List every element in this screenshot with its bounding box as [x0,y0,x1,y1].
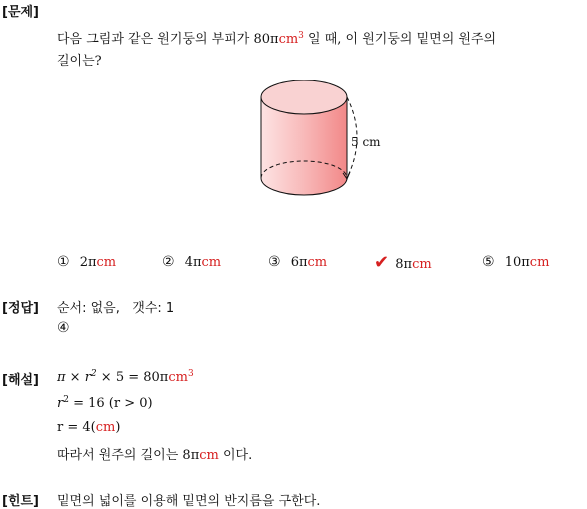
solution-line-4: 따라서 원주의 길이는 8πcm 이다. [57,448,253,463]
solution-eq-3: r = 4(cm) [57,420,121,435]
choice-5-unit: cm [529,255,550,270]
eq3-unit: cm [95,420,116,435]
answer-tag: [정답] [2,301,39,316]
answer-line-1: 순서: 없음, 갯수: 1 [57,301,175,316]
choice-4[interactable] [374,252,432,273]
choice-5[interactable] [482,254,549,270]
choice-1-unit: cm [96,255,117,270]
problem-line-2: 길이는? [57,54,102,69]
choice-4-value: 8π [395,257,413,272]
choice-1-value: 2π [79,255,97,270]
hint-tag: [힌트] [2,494,39,509]
problem-text-part2: 일 때, 이 원기둥의 밑면의 원주의 [303,32,497,47]
choice-1-number: ① [57,254,70,270]
choice-2-unit: cm [201,255,222,270]
cylinder-figure [255,80,395,204]
problem-text-part1: 다음 그림과 같은 원기둥의 부피가 80π [57,32,279,47]
eq1-unit: $cm^3$ [168,369,194,385]
solution-tag: [해설] [2,373,39,388]
choice-2-value: 4π [184,255,202,270]
correct-check-icon: ✔ [374,252,390,273]
choice-5-value: 10π [504,255,530,270]
choice-3-value: 6π [290,255,308,270]
choice-1[interactable] [57,254,116,270]
answer-line-2: ④ [57,320,70,336]
choice-4-unit: cm [412,257,432,272]
height-label: 5 cm [351,135,381,149]
choice-2-number: ② [162,254,175,270]
choice-2[interactable] [162,254,221,270]
choice-3-unit: cm [307,255,328,270]
choice-5-number: ⑤ [482,254,495,270]
line4-unit: cm [199,448,219,463]
choice-3-number: ③ [268,254,281,270]
choice-3[interactable] [268,254,327,270]
cylinder-top [261,80,347,114]
problem-line-1 [57,28,496,47]
volume-unit: $cm^3$ [278,31,304,47]
solution-eq-2: $r^2 = 16$ (r > 0) [57,395,153,411]
problem-tag: [문제] [2,5,39,20]
hint-text: 밑면의 넓이를 이용해 밑면의 반지름을 구한다. [57,494,321,509]
solution-eq-1: $\pi \times r^2 \times 5 = 80\pi cm^3$ [57,369,194,385]
